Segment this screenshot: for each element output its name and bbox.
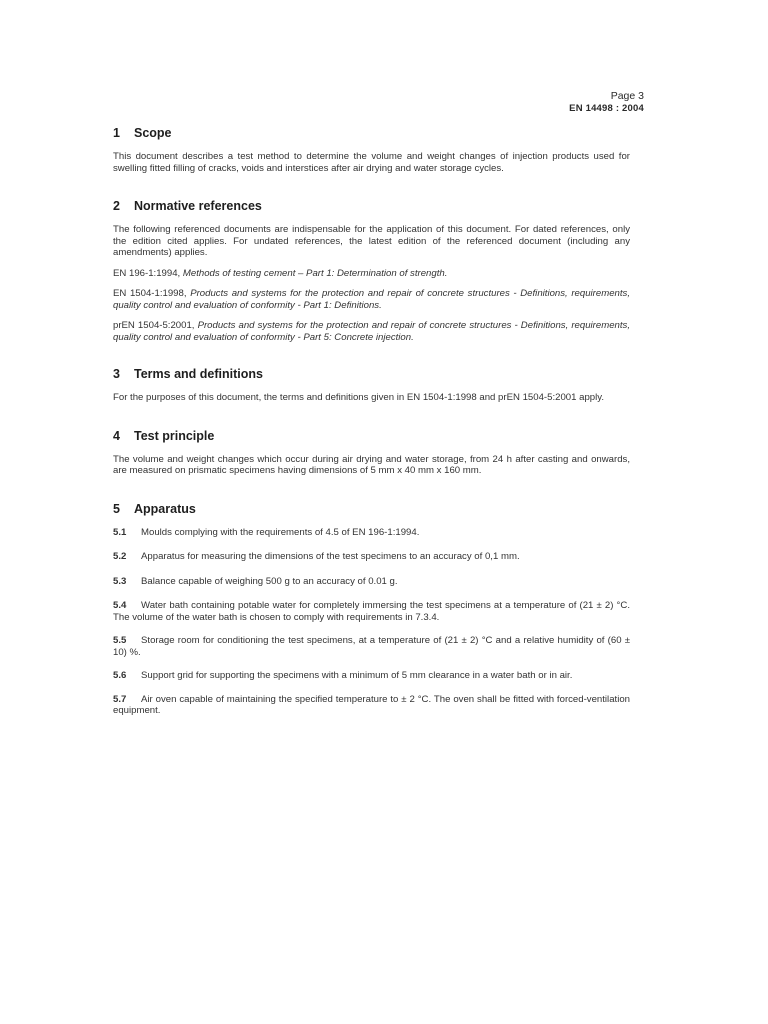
reference-item: EN 196-1:1994, Methods of testing cement – Part 1: Determination of strength. bbox=[113, 267, 448, 279]
section-heading: 1 Scope bbox=[113, 126, 172, 140]
apparatus-item: 5.2 Apparatus for measuring the dimensions of the test specimens to an accuracy of 0,1 mm. bbox=[113, 551, 520, 562]
normative-intro: The following referenced documents are indispensable for the application of this document. For dated references, only the edition cited applies. For undated references, the latest edition of the referenced document (including any amendments) applies. bbox=[113, 224, 630, 258]
page-number: Page 3 bbox=[610, 90, 644, 102]
apparatus-item: 5.4 Water bath containing potable water for completely immersing the test specimens at a temperature of (21 ± 2) °C. The volume of the water bath is chosen to comply with requirements in 7.3.4. bbox=[113, 600, 630, 623]
section-heading: 5 Apparatus bbox=[113, 501, 196, 516]
section-normative-references bbox=[113, 199, 630, 343]
principle-text: The volume and weight changes which occur during air drying and water storage, from 24 h after casting and onwards, are measured on prismatic specimens having dimensions of 5 mm x 40 mm x 160 mm. bbox=[113, 453, 630, 476]
apparatus-item: 5.6 Support grid for supporting the specimens with a minimum of 5 mm clearance in a water bath or in air. bbox=[113, 670, 573, 681]
scope-text: This document describes a test method to determine the volume and weight changes of injection products used for swelling fitted filling of cracks, voids and interstices after air drying and water storage cycles. bbox=[113, 151, 630, 174]
reference-item: prEN 1504-5:2001, Products and systems for the protection and repair of concrete structures - Definitions, requirements, quality control and evaluation of conformity - Part 5: Concrete injection. bbox=[113, 320, 630, 343]
section-heading: 3 Terms and definitions bbox=[113, 367, 263, 381]
apparatus-item: 5.3 Balance capable of weighing 500 g to an accuracy of 0.01 g. bbox=[113, 575, 398, 587]
document-body bbox=[113, 126, 630, 717]
apparatus-item: 5.7 Air oven capable of maintaining the specified temperature to ± 2 °C. The oven shall be fitted with forced-ventilation equipment. bbox=[113, 693, 630, 716]
section-terms-definitions bbox=[113, 367, 630, 404]
apparatus-item: 5.1 Moulds complying with the requirements of 4.5 of EN 196-1:1994. bbox=[113, 526, 420, 538]
section-scope bbox=[113, 126, 630, 174]
section-heading: 4 Test principle bbox=[113, 428, 215, 443]
reference-item: EN 1504-1:1998, Products and systems for the protection and repair of concrete structures - Definitions, requirements, quality control and evaluation of conformity - Part 1: Definitions. bbox=[113, 288, 631, 311]
section-apparatus bbox=[113, 502, 630, 717]
apparatus-item: 5.5 Storage room for conditioning the test specimens, at a temperature of (21 ± 2) °C and a relative humidity of (60 ± 10) %. bbox=[113, 635, 630, 658]
section-heading: 2 Normative references bbox=[113, 199, 262, 213]
terms-text: For the purposes of this document, the terms and definitions given in EN 1504-1:1998 and prEN 1504-5:2001 apply. bbox=[113, 392, 605, 403]
section-test-principle bbox=[113, 429, 630, 477]
standard-number: EN 14498 : 2004 bbox=[569, 103, 644, 114]
page-header bbox=[569, 90, 644, 115]
